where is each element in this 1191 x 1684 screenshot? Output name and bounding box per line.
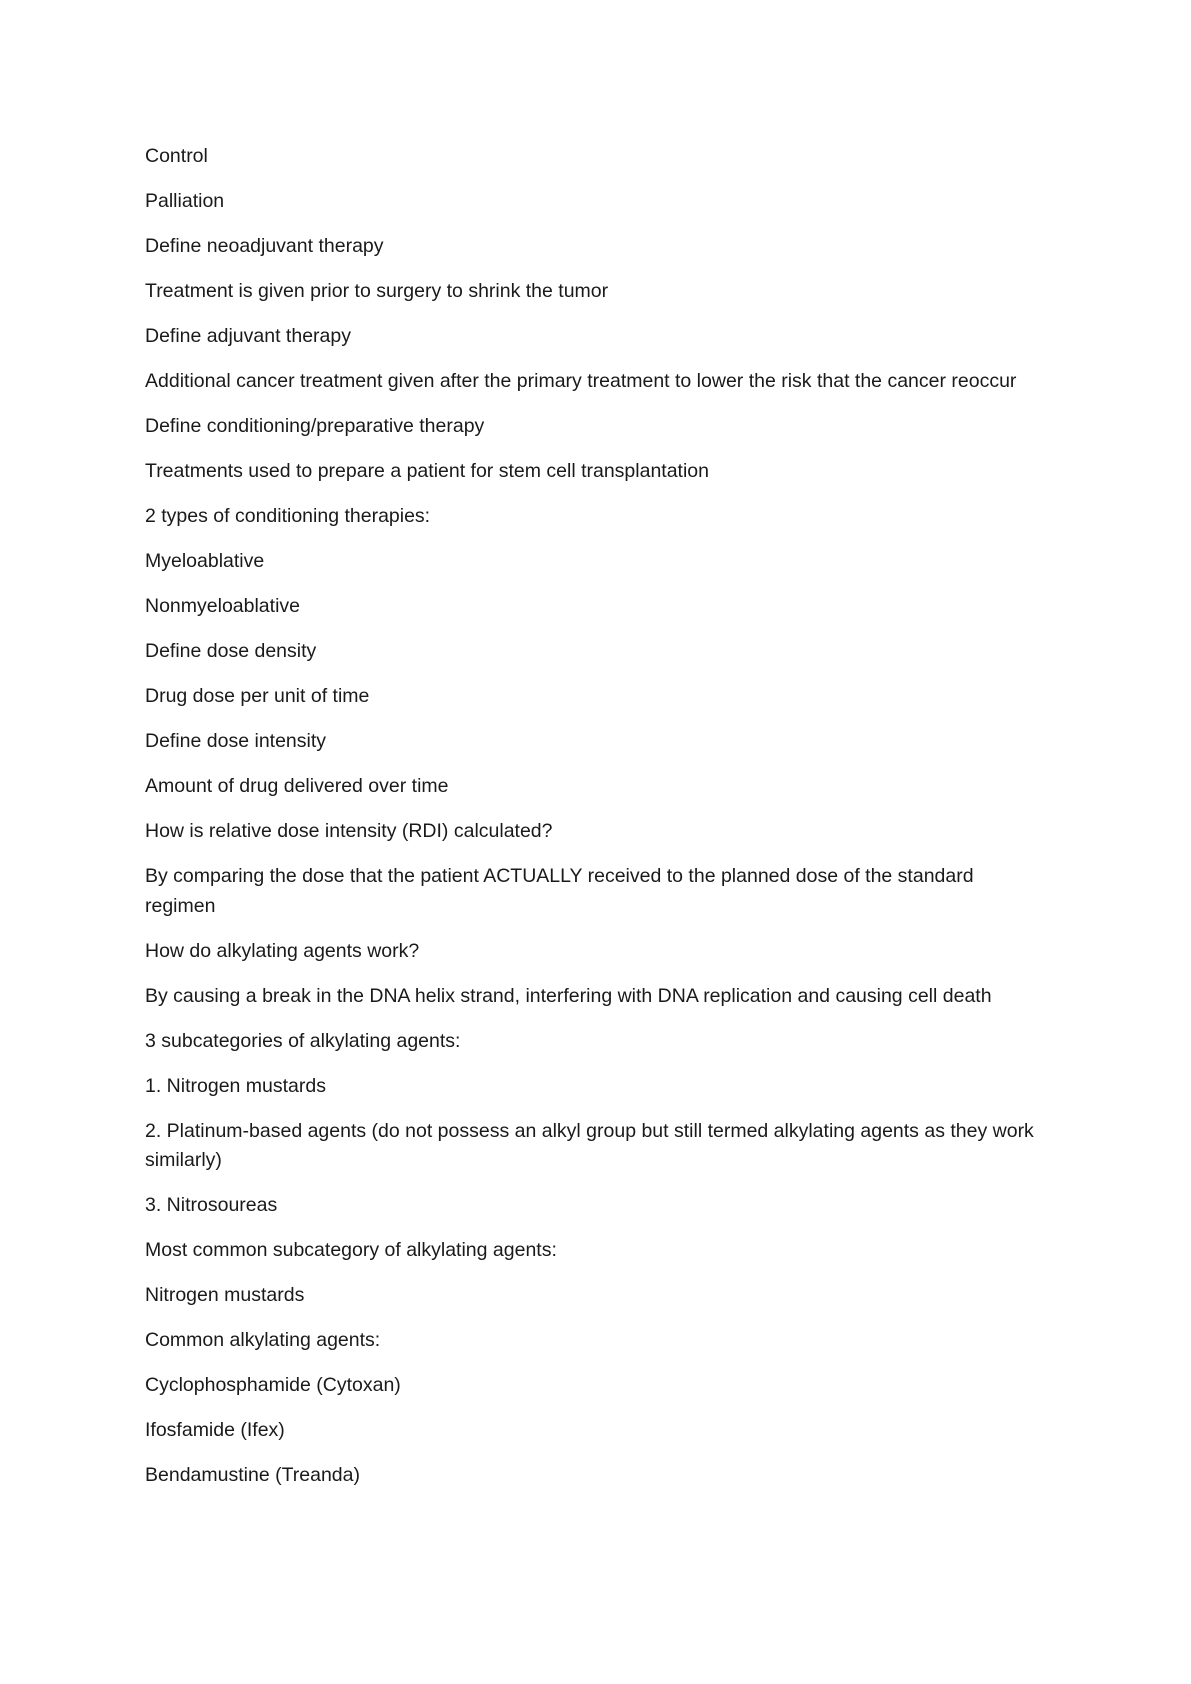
- text-line: How do alkylating agents work?: [145, 939, 420, 962]
- text-line: Bendamustine (Treanda): [145, 1464, 360, 1486]
- text-line: Define dose intensity: [145, 730, 327, 752]
- document-body: [145, 142, 1040, 1506]
- text-line: Myeloablative: [145, 550, 265, 572]
- text-line: Nonmyeloablative: [145, 595, 301, 617]
- text-line: Cyclophosphamide (Cytoxan): [145, 1374, 401, 1396]
- text-line: Define adjuvant therapy: [145, 325, 351, 347]
- text-line: Define neoadjuvant therapy: [145, 235, 384, 257]
- text-line: 2. Platinum-based agents (do not possess an alkyl group but still termed alkylating agents as they work similarly): [145, 1119, 1034, 1171]
- text-line: Common alkylating agents:: [145, 1329, 381, 1351]
- text-line: By comparing the dose that the patient ACTUALLY received to the planned dose of the standard regimen: [145, 865, 974, 917]
- text-line: Treatments used to prepare a patient for stem cell transplantation: [145, 460, 709, 482]
- text-line: 1. Nitrogen mustards: [145, 1074, 326, 1097]
- text-line: Treatment is given prior to surgery to shrink the tumor: [145, 280, 609, 302]
- text-line: Most common subcategory of alkylating agents:: [145, 1239, 557, 1261]
- text-line: 3 subcategories of alkylating agents:: [145, 1029, 461, 1052]
- text-line: By causing a break in the DNA helix strand, interfering with DNA replication and causing cell death: [145, 984, 992, 1007]
- text-line: Define conditioning/preparative therapy: [145, 415, 485, 437]
- text-line: Additional cancer treatment given after the primary treatment to lower the risk that the cancer reoccur: [145, 370, 1017, 392]
- text-line: Amount of drug delivered over time: [145, 775, 449, 797]
- text-line: How is relative dose intensity (RDI) calculated?: [145, 820, 553, 842]
- text-line: 3. Nitrosoureas: [145, 1194, 278, 1216]
- text-line: Palliation: [145, 190, 225, 212]
- text-line: Ifosfamide (Ifex): [145, 1419, 285, 1441]
- text-line: Define dose density: [145, 640, 317, 662]
- text-line: Nitrogen mustards: [145, 1284, 305, 1306]
- text-line: 2 types of conditioning therapies:: [145, 505, 431, 527]
- text-line: Drug dose per unit of time: [145, 685, 370, 707]
- text-line: Control: [145, 145, 208, 167]
